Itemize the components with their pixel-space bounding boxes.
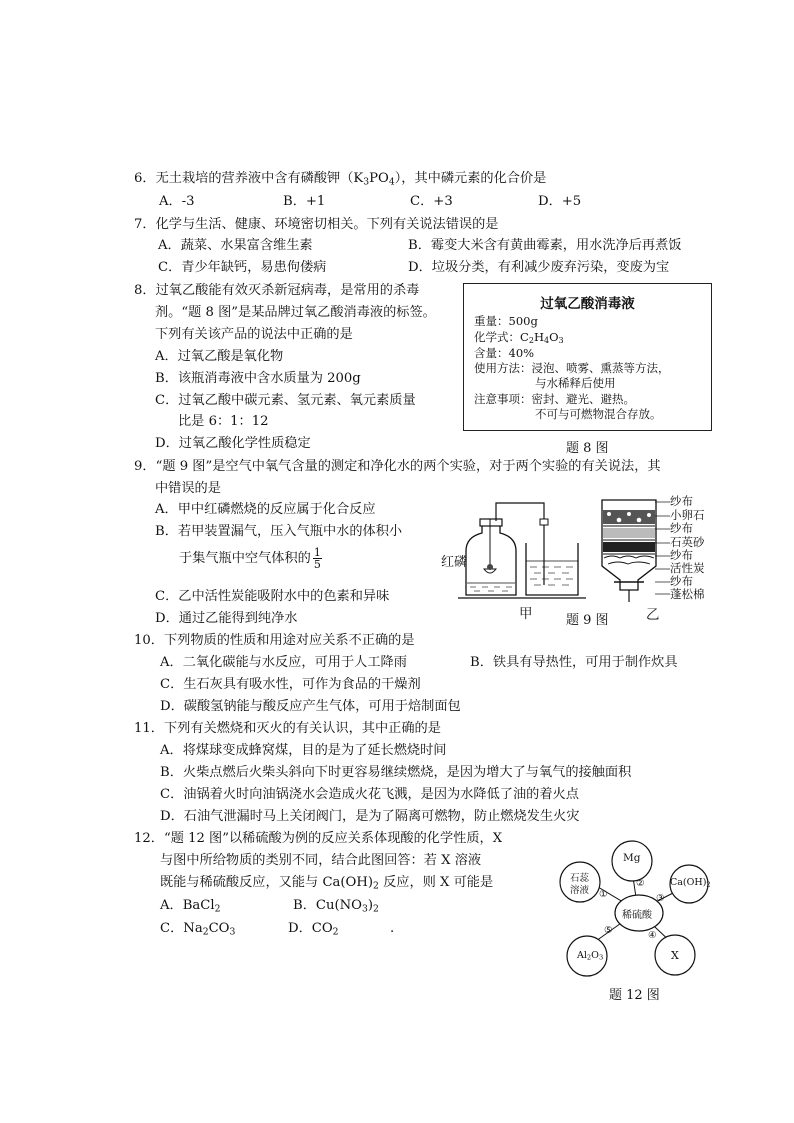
label-usage: 使用方法：浸泡、喷雾、熏蒸等方法， bbox=[474, 361, 670, 375]
fig9-filter-yi bbox=[598, 496, 662, 606]
yi-label: 乙 bbox=[646, 607, 660, 623]
mg-node: Mg bbox=[623, 852, 641, 864]
edge-1-number: ① bbox=[599, 889, 608, 900]
layer-quartz-sand: 石英砂 bbox=[670, 535, 705, 549]
x-node: X bbox=[671, 949, 679, 962]
disinfectant-label bbox=[463, 283, 712, 431]
q6-option-c: C．+3 bbox=[410, 194, 453, 209]
q7-option-d: D．垃圾分类，有利减少废弃污染，变废为宝 bbox=[408, 260, 670, 275]
q8-option-c: C．过氧乙酸中碳元素、氢元素、氧元素质量 bbox=[155, 393, 416, 408]
q6-option-d: D．+5 bbox=[538, 194, 582, 209]
q9-option-b: B．若甲装置漏气，压入气瓶中水的体积小 bbox=[155, 524, 403, 539]
label-notes: 注意事项：密封、避光、避热。 bbox=[474, 392, 635, 406]
edge-3-number: ③ bbox=[656, 893, 665, 904]
q11-option-c: C．油锅着火时向油锅浇水会造成火花飞溅，是因为水降低了油的着火点 bbox=[160, 787, 579, 802]
q9-option-c: C．乙中活性炭能吸附水中的色素和异味 bbox=[155, 589, 390, 604]
fig12-caption: 题 12 图 bbox=[609, 988, 660, 1003]
label-formula: 化学式：$C_2H_4O_3$ bbox=[474, 330, 564, 345]
q12-option-c: C．$Na_2CO_3$ bbox=[160, 921, 236, 938]
q8-stem-line3: 下列有关该产品的说法中正确的是 bbox=[155, 327, 353, 342]
q11-option-d: D．石油气泄漏时马上关闭阀门，是为了隔离可燃物，防止燃烧发生火灾 bbox=[160, 809, 580, 824]
q8-option-b: B．该瓶消毒液中含水质量为 200g bbox=[155, 371, 361, 386]
q8-option-d: D．过氧乙酸化学性质稳定 bbox=[155, 436, 311, 451]
litmus-node-line2: 溶液 bbox=[570, 885, 590, 896]
litmus-node-line1: 石蕊 bbox=[570, 873, 590, 884]
q8-stem-line2: 剂。“题 8 图”是某品牌过氧乙酸消毒液的标签。 bbox=[155, 305, 436, 320]
q7-stem: 7．化学与生活、健康、环境密切相关。下列有关说法错误的是 bbox=[134, 217, 499, 232]
edge-4-number: ④ bbox=[648, 930, 657, 941]
q12-stem-line1: 12．“题 12 图”以稀硫酸为例的反应关系体现酸的化学性质，X bbox=[134, 831, 503, 846]
jia-label: 甲 bbox=[519, 606, 533, 622]
layer-gauze-3: 纱布 bbox=[670, 548, 693, 562]
dilute-sulfuric-acid-node: 稀硫酸 bbox=[622, 910, 652, 921]
q12-option-d: D．$CO_2$ bbox=[288, 921, 339, 938]
q9-stem-line2: 中错误的是 bbox=[155, 481, 221, 496]
q11-option-b: B．火柴点燃后火柴头斜向下时更容易继续燃烧，是因为增大了与氧气的接触面积 bbox=[160, 765, 632, 780]
q9-option-b-cont: 于集气瓶中空气体积的 $\frac{1}{5}$ bbox=[179, 546, 321, 571]
red-phosphorus-label: 红磷 bbox=[441, 555, 468, 570]
q10-option-c: C．生石灰具有吸水性，可作为食品的干燥剂 bbox=[160, 677, 421, 692]
q12-option-b: B．$Cu(NO_3)_2$ bbox=[293, 898, 379, 915]
edge-5-number: ⑤ bbox=[604, 925, 613, 936]
q6-stem: 6．无土栽培的营养液中含有磷酸钾$(K_3PO_4)$，其中磷元素的化合价是 bbox=[134, 171, 547, 188]
q11-stem: 11．下列有关燃烧和灭火的有关认识，其中正确的是 bbox=[134, 721, 441, 736]
layer-leader-lines bbox=[655, 496, 671, 596]
fig9-apparatus-jia bbox=[440, 495, 590, 605]
q7-option-a: A．蔬菜、水果富含维生素 bbox=[158, 238, 313, 253]
q7-option-b: B．霉变大米含有黄曲霉素，用水洗净后再煮饭 bbox=[408, 238, 682, 253]
q12-option-a: A．BaCl$_2$ bbox=[160, 898, 221, 915]
label-usage-cont: 与水稀释后使用 bbox=[535, 376, 616, 390]
fig9-caption: 题 9 图 bbox=[566, 613, 609, 628]
q6-option-a: A．-3 bbox=[159, 194, 195, 209]
label-notes-cont: 不可与可燃物混合存放。 bbox=[535, 407, 662, 421]
q9-option-a: A．甲中红磷燃烧的反应属于化合反应 bbox=[155, 502, 376, 517]
q8-option-a: A．过氧乙酸是氧化物 bbox=[155, 349, 284, 364]
layer-cotton: 蓬松棉 bbox=[670, 587, 705, 601]
layer-activated-carbon: 活性炭 bbox=[670, 561, 705, 575]
q10-option-a: A．二氧化碳能与水反应，可用于人工降雨 bbox=[160, 655, 407, 670]
q6-option-b: B．+1 bbox=[283, 194, 326, 209]
q10-option-b: B．铁具有导热性，可用于制作炊具 bbox=[470, 655, 678, 670]
layer-gauze-4: 纱布 bbox=[670, 574, 693, 588]
q8-stem-line1: 8．过氧乙酸能有效灭杀新冠病毒，是常用的杀毒 bbox=[134, 283, 420, 298]
q12-stem-line3: 既能与稀硫酸反应，又能与 $Ca(OH)_2$ 反应，则 X 可能是 bbox=[160, 875, 494, 892]
edge-2-number: ② bbox=[636, 878, 645, 889]
caoh2-node: $Ca(OH)_2$ bbox=[670, 877, 711, 889]
q9-stem-line1: 9．“题 9 图”是空气中氧气含量的测定和净化水的两个实验，对于两个实验的有关说法，其 bbox=[134, 459, 661, 474]
layer-gauze-1: 纱布 bbox=[670, 494, 693, 508]
q10-stem: 10．下列物质的性质和用途对应关系不正确的是 bbox=[134, 633, 415, 648]
q11-option-a: A．将煤球变成蜂窝煤，目的是为了延长燃烧时间 bbox=[160, 743, 447, 758]
stray-dot: . bbox=[390, 921, 395, 936]
q8-option-c-cont: 比是 6：1：12 bbox=[178, 414, 269, 429]
q9-option-d: D．通过乙能得到纯净水 bbox=[155, 611, 298, 626]
layer-pebbles: 小卵石 bbox=[670, 508, 705, 522]
label-title: 过氧乙酸消毒液 bbox=[540, 296, 635, 312]
label-weight: 重量：500g bbox=[474, 314, 538, 328]
al2o3-node: $Al_2O_3$ bbox=[577, 950, 604, 962]
q12-stem-line2: 与图中所给物质的类别不同，结合此图回答：若 X 溶液 bbox=[160, 853, 482, 868]
q10-option-d: D．碳酸氢钠能与酸反应产生气体，可用于焙制面包 bbox=[160, 699, 461, 714]
one-fifth-fraction: $\frac{1}{5}$ bbox=[313, 546, 321, 571]
layer-gauze-2: 纱布 bbox=[670, 521, 693, 535]
label-content: 含量：40% bbox=[474, 346, 535, 360]
q7-option-c: C．青少年缺钙，易患佝偻病 bbox=[158, 260, 327, 275]
fig8-caption: 题 8 图 bbox=[566, 441, 609, 456]
